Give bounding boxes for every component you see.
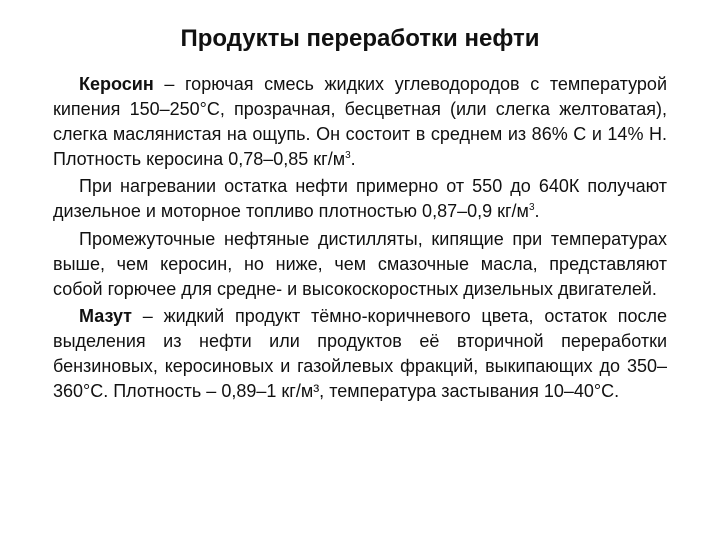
- paragraph-kerosene: [53, 72, 667, 172]
- paragraph-kerosene-end: .: [350, 149, 356, 169]
- paragraph-kerosene-text: – горючая смесь жидких углеводородов с температурой кипения 150–250°С, прозрачная, бесцветная (или слегка желтоватая), слегка маслянистая на ощупь. Он состоит в среднем из 86% С и 14% Н. Плотность керосина 0,78–0,85 кг/м: [53, 74, 667, 169]
- superscript: 3: [345, 150, 351, 161]
- term-mazut: Мазут: [79, 305, 132, 326]
- paragraph-distillates-text: Промежуточные нефтяные дистилляты, кипящие при температурах выше, чем керосин, но ниже, чем смазочные масла, представляют собой горючее для средне- и высокоскоростных дизельных двигателей.: [53, 228, 667, 299]
- superscript: 3: [528, 202, 535, 214]
- paragraph-diesel-end: .: [534, 201, 540, 222]
- paragraph-diesel: [53, 174, 667, 224]
- slide-body: [53, 72, 667, 406]
- paragraph-mazut: [53, 304, 667, 404]
- paragraph-distillates: [53, 227, 667, 302]
- term-kerosene: Керосин: [79, 74, 154, 94]
- paragraph-diesel-text: При нагревании остатка нефти примерно от 550 до 640К получают дизельное и моторное топливо плотностью 0,87–0,9 кг/м: [53, 176, 667, 222]
- slide-title: Продукты переработки нефти: [180, 25, 540, 52]
- paragraph-mazut-text: – жидкий продукт тёмно-коричневого цвета, остаток после выделения из нефти или продуктов её вторичной переработки бензиновых, керосиновых и газойлевых фракций, выкипающих до 350–360°С. Плотность – 0,89–1 кг/м³, температура застывания 10–40°С.: [53, 305, 667, 401]
